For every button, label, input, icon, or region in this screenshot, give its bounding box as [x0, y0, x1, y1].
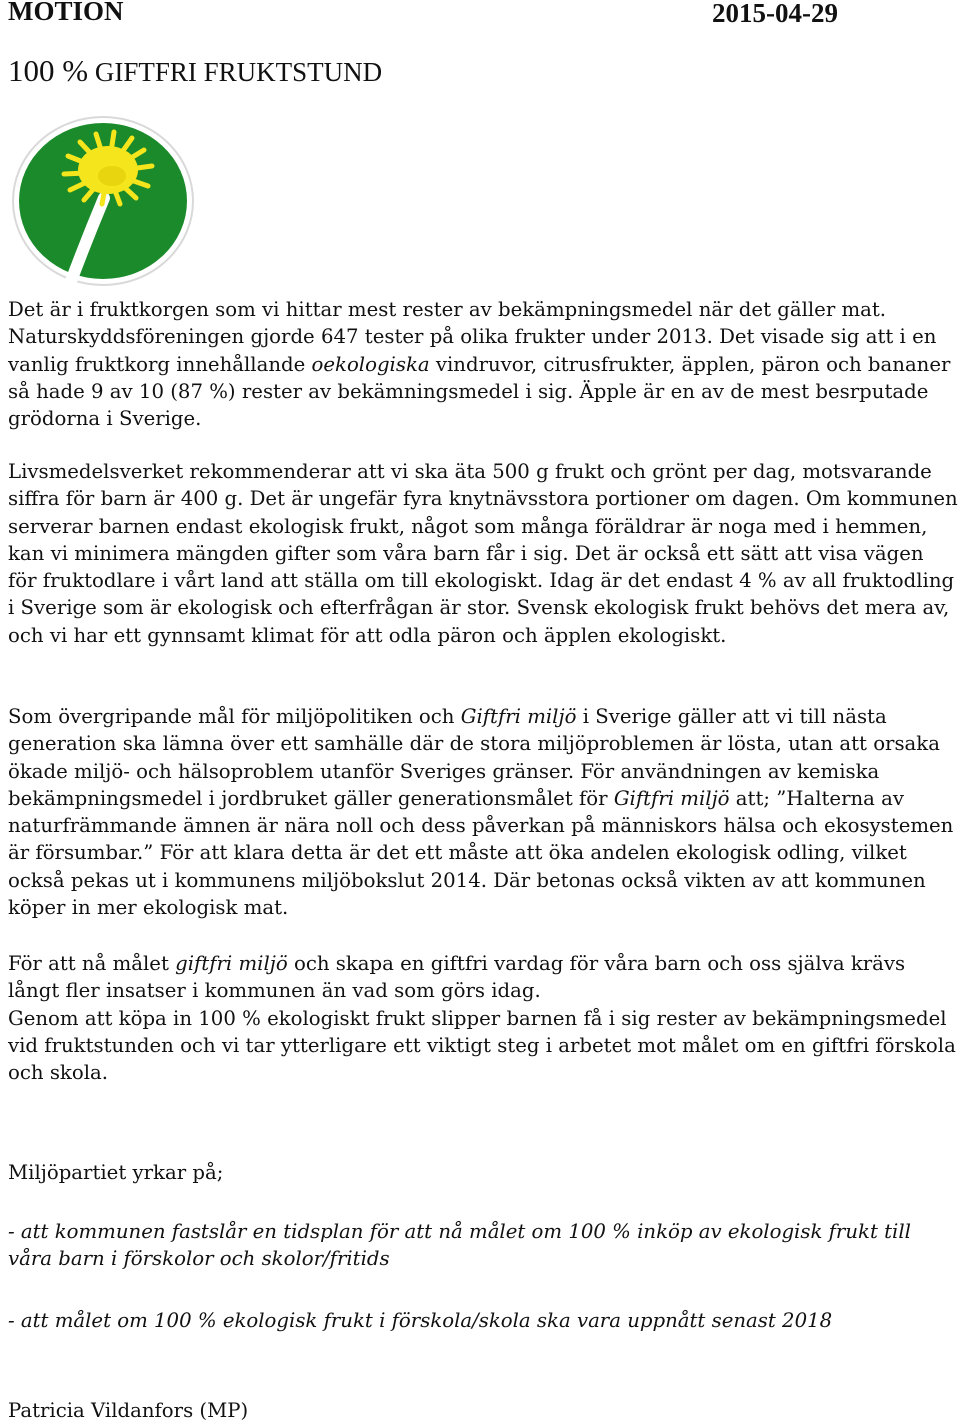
miljopartiet-dandelion-logo-icon: [8, 106, 198, 296]
paragraph-1-text-b: vindruvor, citrusfrukter, äpplen, päron och bananer så hade 9 av 10 (87 %) rester av bekämningsmedel i sig. Äpple är en av de mest besrputade grödorna i Sverige.: [8, 352, 951, 431]
paragraph-4-line-2: Genom att köpa in 100 % ekologiskt frukt slipper barnen få i sig rester av bekämpningsmedel vid fruktstunden och vi tar ytterligare ett viktigt steg i arbetet mot målet om en giftfri förskola och skola.: [8, 1006, 956, 1085]
document-date: 2015-04-29: [712, 0, 838, 28]
demands-intro: Miljöpartiet yrkar på;: [8, 1161, 224, 1184]
title-text: GIFTFRI FRUKTSTUND: [94, 57, 383, 87]
paragraph-2: [8, 458, 958, 649]
paragraph-4-text-b: och skapa en giftfri vardag för våra barn och oss själva krävs långt fler insatser i kommunen än vad som görs idag.: [8, 952, 906, 1003]
paragraph-3-emphasis-2: Giftfri miljö: [613, 786, 730, 810]
paragraph-1-emphasis: oekologiska: [311, 352, 430, 376]
paragraph-1-text-a: Det är i fruktkorgen som vi hittar mest rester av bekämpningsmedel när det gäller mat. Naturskyddsföreningen gjorde 647 tester på olika frukter under 2013. Det visade sig att i en vanlig fruktkorg innehållande: [8, 298, 937, 376]
paragraph-3-emphasis-1: Giftfri miljö: [460, 705, 577, 728]
demand-item-2: - att målet om 100 % ekologisk frukt i förskola/skola ska vara uppnått senast 2018: [8, 1309, 833, 1332]
signature: Patricia Vildanfors (MP): [8, 1399, 249, 1422]
page-title: [8, 55, 382, 86]
paragraph-3: [8, 703, 958, 921]
paragraph-2-text: Livsmedelsverket rekommenderar att vi ska äta 500 g frukt och grönt per dag, motsvarande siffra för barn är 400 g. Det är ungefär fyra knytnävsstora portioner om dagen. Om kommunen serverar barnen endast ekologisk frukt, något som många föräldrar är noga med i hemmen, kan vi minimera mängden gifter som våra barn får i sig. Det är också ett sätt att visa vägen för fruktodlare i vårt land att ställa om till ekologiskt. Idag är det endast 4 % av all fruktodling i Sverige som är ekologisk och efterfrågan är stor. Svensk ekologisk frukt behövs det mera av, och vi har ett gynnsamt klimat för att odla päron och äpplen ekologiskt.: [8, 460, 958, 647]
title-number: 100 %: [8, 53, 89, 88]
paragraph-1: [8, 296, 958, 432]
demand-item-1: - att kommunen fastslår en tidsplan för att nå målet om 100 % inköp av ekologisk frukt till våra barn i förskolor och skolor/fritids: [8, 1220, 911, 1271]
paragraph-3-text-b: i Sverige gäller att vi till nästa generation ska lämna över ett samhälle där de stora miljöproblemen är lösta, utan att orsaka ökade miljö- och hälsoproblem utanför Sveriges gränser. För användningen av kemiska bekämpningsmedel i jordbruket gäller generationsmålet för: [8, 705, 940, 810]
paragraph-3-text-a: Som övergripande mål för miljöpolitiken och: [8, 705, 461, 728]
paragraph-4-emphasis: giftfri miljö: [175, 952, 288, 975]
paragraph-4: [8, 950, 958, 1086]
paragraph-3-text-c: att; ”Halterna av naturfrämmande ämnen är nära noll och dess påverkan på människors hälsa och ekosystemen är försumbar.” För att klara detta är det ett måste att öka andelen ekologisk odling, vilket också pekas ut i kommunens miljöbokslut 2014. Där betonas också vikten av att kommunen köper in mer ekologisk mat.: [8, 786, 954, 920]
motion-label: MOTION: [8, 0, 124, 26]
paragraph-4-text-a: För att nå målet: [8, 952, 176, 975]
